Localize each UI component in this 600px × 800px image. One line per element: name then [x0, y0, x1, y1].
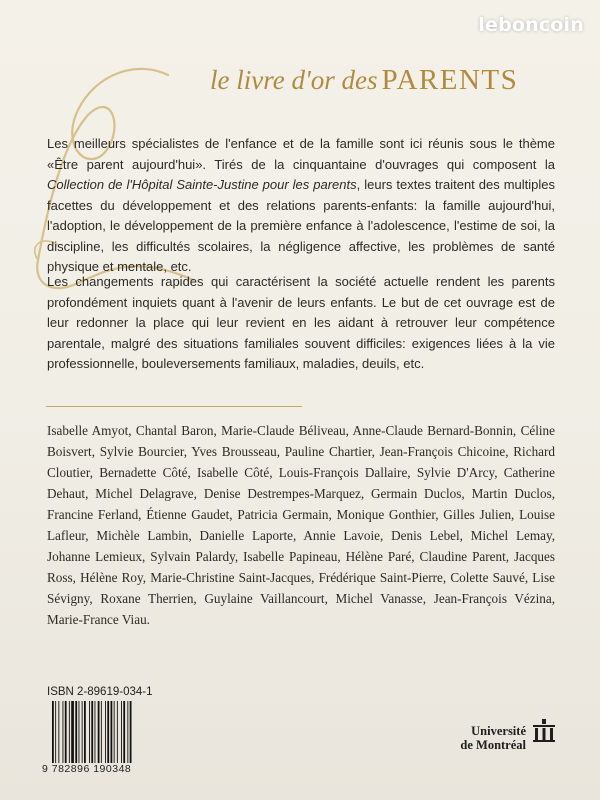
title-prefix: le livre d'or des: [210, 65, 378, 95]
title-emphasis: PARENTS: [381, 64, 519, 96]
intro-part1: Les meilleurs spécialistes de l'enfance et de la famille sont ici réunis sous le thème «Être parent aujourd'hui». Tirés de la cinquantaine d'ouvrages qui composent la: [47, 136, 555, 172]
leboncoin-watermark: leboncoin: [478, 14, 584, 36]
book-title: [210, 64, 518, 97]
gold-divider: [46, 406, 302, 407]
barcode-number: 9 782896 190348: [42, 763, 132, 775]
intro-paragraph: [47, 134, 555, 278]
publisher-name: [460, 724, 556, 752]
isbn-label: ISBN 2-89619-034-1: [47, 686, 153, 698]
publisher-line2: de Montréal: [460, 738, 526, 752]
second-paragraph: Les changements rapides qui caractérisent la société actuelle rendent les parents profondément inquiets quant à l'avenir de leurs enfants. Le but de cet ouvrage est de leur redonner la place qui leur revient en les aidant à retrouver leur compétence parentale, malgré des situations familiales souvent difficiles: exigences liées à la vie professionnelle, bouleversements familiaux, maladies, deuils, etc.: [47, 274, 555, 371]
publisher-line1: Université: [471, 724, 526, 738]
collection-name: Collection de l'Hôpital Sainte-Justine pour les parents: [47, 177, 357, 192]
barcode-icon: [52, 701, 144, 763]
authors-list: Isabelle Amyot, Chantal Baron, Marie-Claude Béliveau, Anne-Claude Bernard-Bonnin, Céline Boisvert, Sylvie Bourcier, Yves Brousseau, Pauline Chartier, Jean-François Chicoine, Richard Cloutier, Bernadette Côté, Isabelle Côté, Louis-François Dallaire, Sylvie D'Arcy, Catherine Dehaut, Michel Delagrave, Denise Destrempes-Marquez, Germain Duclos, Martin Duclos, Francine Ferland, Étienne Gaudet, Patricia Germain, Monique Gonthier, Gilles Julien, Louise Lafleur, Michèle Lambin, Danielle Laporte, Annie Lavoie, Denis Lebel, Michel Lemay, Johanne Lemieux, Sylvain Palardy, Isabelle Papineau, Hélène Paré, Claudine Parent, Jacques Ross, Hélène Roy, Marie-Christine Saint-Jacques, Frédérique Saint-Pierre, Colette Sauvé, Lise Sévigny, Roxane Therrien, Guylaine Vaillancourt, Michel Vanasse, Jean-François Vézina, Marie-France Viau.: [47, 423, 555, 627]
intro-part2: , leurs textes traitent des multiples facettes du développement et des relations parents-enfants: la famille aujourd'hui, l'adoption, le développement de la première enfance à l'adolescence, l'estime de soi, la discipline, les difficultés scolaires, la négligence affective, les problèmes de santé physique et mentale, etc.: [47, 177, 556, 274]
